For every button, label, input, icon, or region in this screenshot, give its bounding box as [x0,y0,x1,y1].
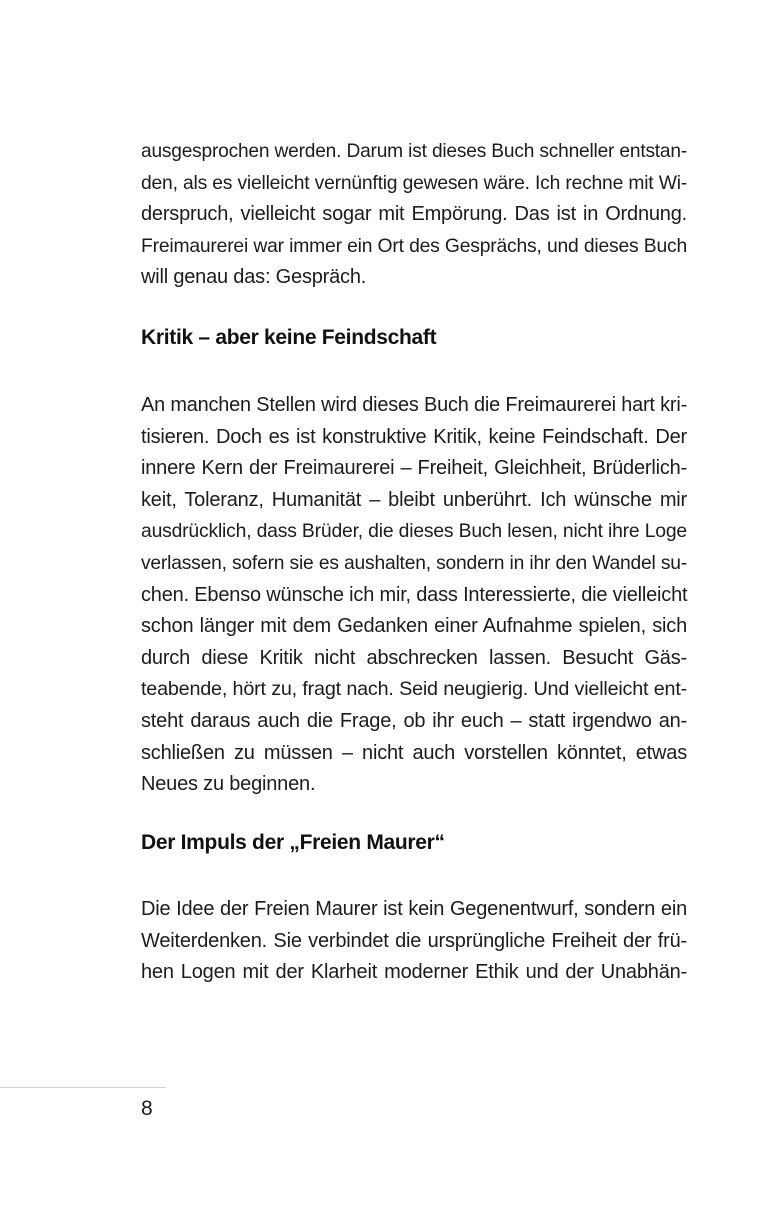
text-line: schon länger mit dem Gedanken einer Aufnahme spielen, sich [141,615,687,638]
text-line: An manchen Stellen wird dieses Buch die Freimaurerei hart kri- [141,394,687,416]
text-line: keit, Toleranz, Humanität – bleibt unberührt. Ich wünsche mir [141,488,687,511]
text-line: chen. Ebenso wünsche ich mir, dass Interessierte, die vielleicht [141,583,688,606]
text-line: hen Logen mit der Klarheit moderner Ethik und der Unabhän- [141,961,687,984]
text-line: Die Idee der Freien Maurer ist kein Gegenentwurf, sondern ein [141,898,687,920]
text-line: tisieren. Doch es ist konstruktive Kritik, keine Feindschaft. Der [141,425,687,448]
paragraph-continuation [141,136,687,294]
paragraph-kritik [141,390,687,801]
text-line: steht daraus auch die Frage, ob ihr euch – statt irgendwo an- [141,709,687,732]
text-line: schließen zu müssen – nicht auch vorstellen könntet, etwas [141,741,687,764]
text-line: Weiterdenken. Sie verbindet die ursprüngliche Freiheit der frü- [141,929,687,952]
text-line: den, als es vielleicht vernünftig gewesen wäre. Ich rechne mit Wi- [141,172,687,194]
text-line: verlassen, sofern sie es aushalten, sondern in ihr den Wandel su- [141,552,687,574]
paragraph [141,136,687,294]
text-line: Neues zu beginnen. [141,773,316,796]
text-line: Freimaurerei war immer ein Ort des Gesprächs, und dieses Buch [141,235,687,257]
text-line: durch diese Kritik nicht abschrecken lassen. Besucht Gäs- [141,646,687,669]
paragraph [141,894,687,989]
text-line: derspruch, vielleicht sogar mit Empörung. Das ist in Ordnung. [141,203,687,226]
section-heading-kritik: Kritik – aber keine Feindschaft [141,326,437,349]
page-number: 8 [141,1097,153,1120]
text-line: innere Kern der Freimaurerei – Freiheit, Gleichheit, Brüderlich- [141,457,687,480]
paragraph [141,390,687,801]
text-line: will genau das: Gespräch. [141,266,367,289]
paragraph-impuls [141,894,687,989]
section-heading-impuls: Der Impuls der „Freien Maurer“ [141,831,445,854]
text-line: ausdrücklich, dass Brüder, die dieses Buch lesen, nicht ihre Loge [141,520,687,543]
text-line: teabende, hört zu, fragt nach. Seid neugierig. Und vielleicht ent- [141,678,687,701]
footer-divider [0,1087,166,1088]
text-line: ausgesprochen werden. Darum ist dieses Buch schneller entstan- [141,141,687,162]
